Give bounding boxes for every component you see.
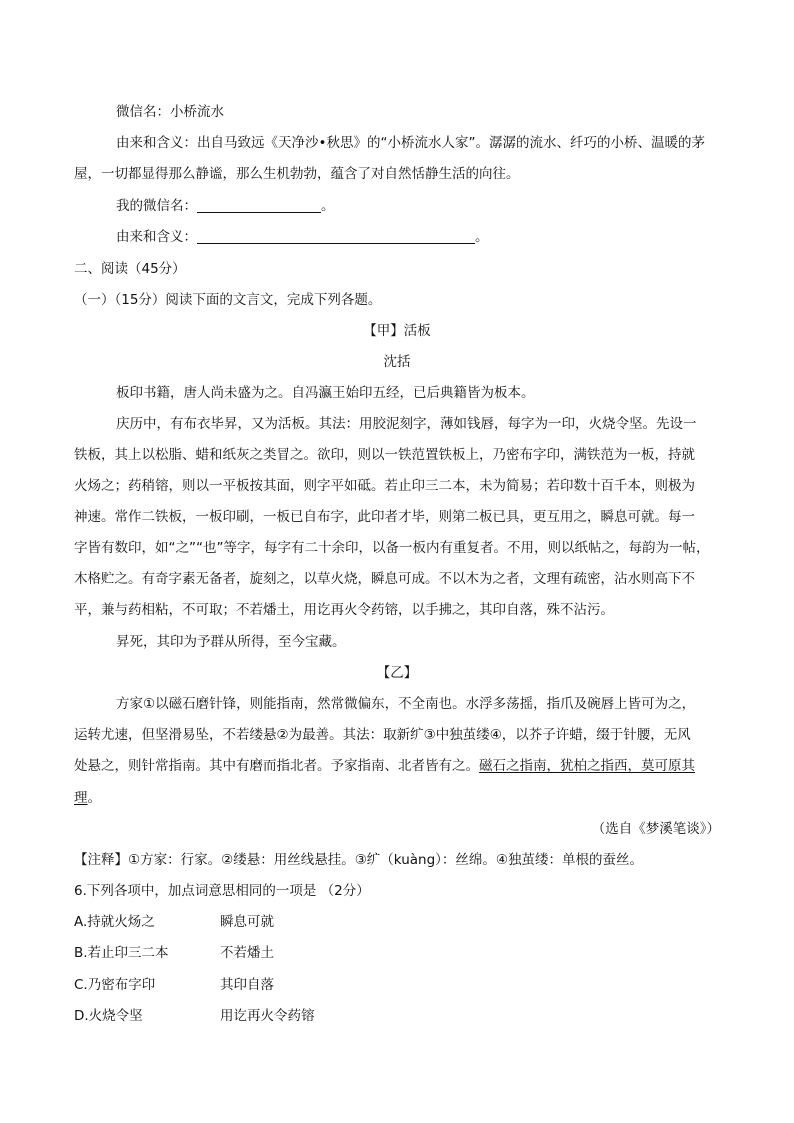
question-option-a [74,913,720,931]
my-wechat-name-label: 我的微信名： [116,198,197,214]
period: 。 [87,790,101,806]
jia-paragraph-2-line: 神速。常作二铁板，一板印刷，一板已自布字，此印者才毕，则第二板已具，更互用之，瞬息可就。每一 [74,509,695,525]
my-origin-blank[interactable] [197,229,475,244]
annotations: 【注释】①方家：行家。②缕悬：用丝线悬挂。③纩（kuàng）：丝绵。④独茧缕：单根的蚕丝。 [74,852,644,868]
origin-text-line-2: 屋，一切都显得那么静谧，那么生机勃勃，蕴含了对自然恬静生活的向往。 [74,166,520,182]
my-origin-label: 由来和含义： [116,229,197,245]
underlined-sentence: 磁石之指南，犹柏之指西，莫可原其 [479,758,695,774]
yi-line-1: 方家①以磁石磨针锋，则能指南，然常微偏东，不全南也。水浮多荡摇，指爪及碗唇上皆可为之， [116,696,696,712]
source-citation: （选自《梦溪笔谈》） [591,821,720,837]
option-pair: 其印自落 [220,977,274,993]
question-option-d [74,1007,720,1025]
option-pair: 用讫再火令药镕 [220,1008,315,1024]
jia-paragraph-2-line: 平，兼与药相粘，不可取；不若燔土，用讫再火令药镕，以手拂之，其印自落，殊不沾污。 [74,602,614,618]
text-jia-title: 【甲】活板 [363,323,431,339]
my-origin-row [116,228,720,246]
jia-paragraph-2-line: 铁板，其上以松脂、蜡和纸灰之类冒之。欲印，则以一铁范置铁板上，乃密布字印，满铁范为一板，持就 [74,447,695,463]
question-6-stem: 6.下列各项中，加点词意思相同的一项是 （2分） [74,883,370,899]
jia-paragraph-2-line: 字皆有数印，如“之”“也”等字，每字有二十余印，以备一板内有重复者。不用，则以纸帖之，每韵为一帖， [74,540,710,556]
yi-line-3-text: 处悬之，则针常指南。其中有磨而指北者。予家指南、北者皆有之。 [74,758,479,774]
text-jia-author: 沈括 [383,354,411,370]
underlined-sentence-end: 理 [74,790,88,806]
jia-paragraph-3: 昇死，其印为予群从所得，至今宝藏。 [116,634,346,650]
text-yi-title: 【乙】 [376,665,418,681]
option-pair: 瞬息可就 [220,914,274,930]
jia-paragraph-1: 板印书籍，唐人尚未盛为之。自冯瀛王始印五经，已后典籍皆为板本。 [116,385,535,401]
jia-paragraph-2-line: 庆历中，有布衣毕昇，又为活板。其法：用胶泥刻字，薄如钱唇，每字为一印，火烧令坚。先设一 [116,416,697,432]
jia-paragraph-2-line: 火炀之；药稍镕，则以一平板按其面，则字平如砥。若止印三二本，未为简易；若印数十百千本，则极为 [74,478,695,494]
period: 。 [475,229,489,245]
origin-text-line-1: 由来和含义：出自马致远《天净沙•秋思》的“小桥流水人家”。潺潺的流水、纤巧的小桥、温暖的茅 [116,135,705,151]
my-wechat-name-row [116,197,720,215]
option-phrase: A.持就火炀之 [74,914,155,930]
section-heading: 二、阅读（45分） [74,261,186,277]
yi-line-3 [74,757,720,775]
option-phrase: D.火烧令坚 [74,1008,143,1024]
my-wechat-name-blank[interactable] [197,198,321,213]
period: 。 [321,198,335,214]
yi-line-2: 运转尤速，但坚滑易坠，不若缕悬②为最善。其法：取新纩③中独茧缕④，以芥子许蜡，缀于针腰，无风 [74,727,691,743]
option-phrase: C.乃密布字印 [74,977,156,993]
jia-paragraph-2-line: 木格贮之。有奇字素无备者，旋刻之，以草火烧，瞬息可成。不以木为之者，文理有疏密，沾水则高下不 [74,571,695,587]
wechat-name-line: 微信名：小桥流水 [116,104,224,120]
option-phrase: B.若止印三二本 [74,945,169,961]
question-option-b [74,944,720,962]
yi-line-4 [74,789,720,807]
question-option-c [74,976,720,994]
option-pair: 不若燔土 [220,945,274,961]
section-subheading: （一）（15分）阅读下面的文言文，完成下列各题。 [74,292,382,308]
